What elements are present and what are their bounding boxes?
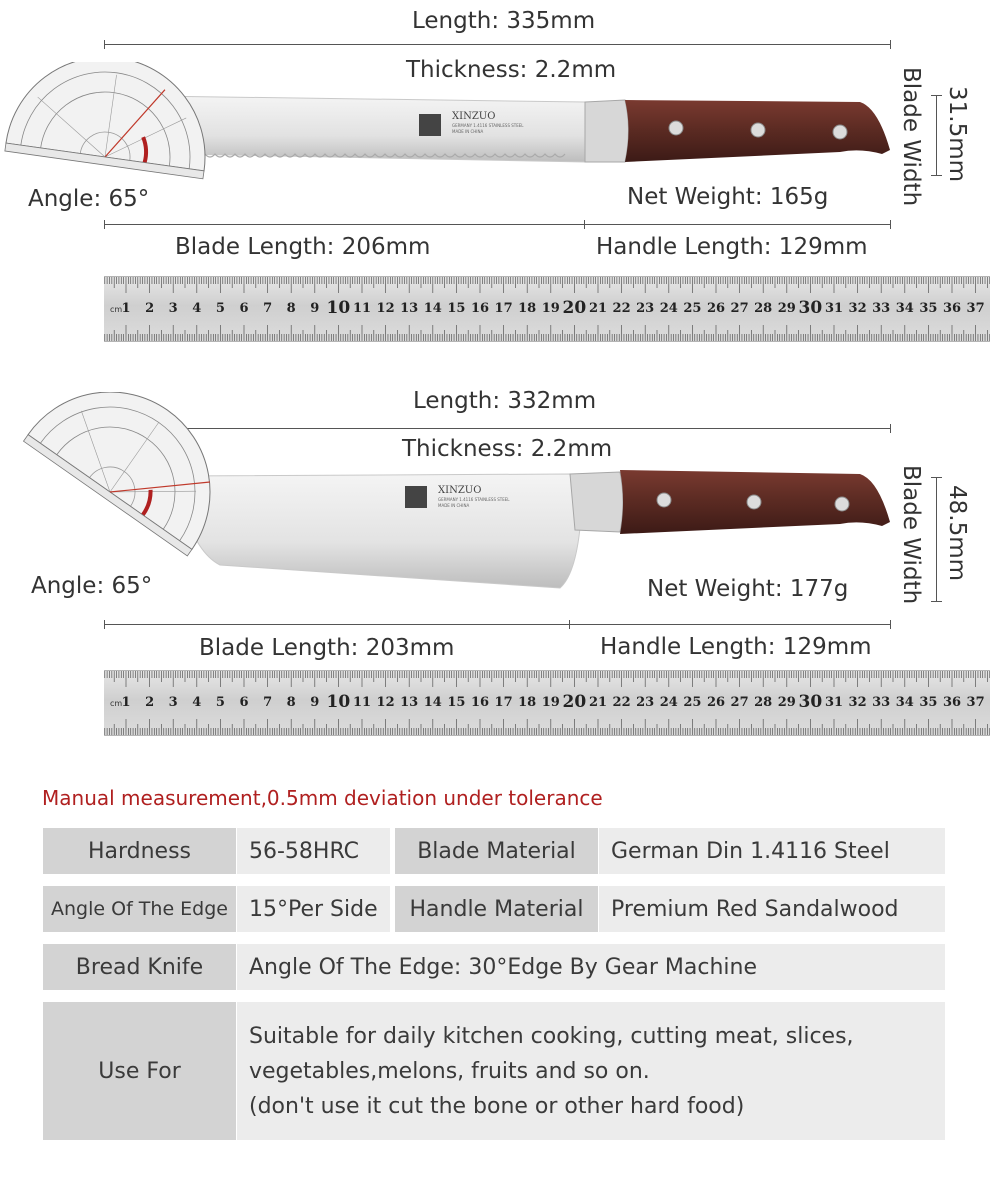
ruler-number: 33 [872,695,891,710]
ruler-number: 21 [588,301,608,316]
use-for-value [237,1002,945,1140]
ruler-unit: cm [110,305,123,314]
ruler-number: 25 [683,301,702,316]
hardness-value: 56-58HRC [237,828,390,874]
ruler-number: 7 [263,695,273,710]
bread-knife-value: Angle Of The Edge: 30°Edge By Gear Machine [237,944,945,990]
ruler-number: 8 [286,301,296,316]
knife2-brand: XINZUO [438,485,482,496]
tick [104,40,105,49]
ruler-number: 12 [376,301,395,316]
knife2-blade-length-label: Blade Length: 203mm [199,635,455,661]
tick [890,40,891,49]
ruler-number: 3 [168,301,178,316]
tick [931,95,942,96]
ruler-number: 18 [518,301,537,316]
ruler-number: 25 [683,695,702,710]
knife1-stamp-line1: GERMANY 1.4116 STAINLESS STEEL [452,123,524,128]
tick [890,620,891,629]
ruler-number: 35 [919,695,938,710]
ruler-number: 21 [588,695,608,710]
tick [931,175,942,176]
ruler-number: 20 [562,298,587,318]
ruler-number: 28 [754,695,773,710]
ruler-2 [104,670,990,736]
ruler-number: 10 [326,692,351,712]
tick [584,220,585,229]
ruler-number: 10 [326,298,351,318]
knife2-net-weight-label: Net Weight: 177g [647,576,849,602]
ruler-number: 31 [824,695,844,710]
knife1-brand: XINZUO [452,111,496,122]
ruler-number: 5 [215,301,225,316]
ruler-number: 31 [824,301,844,316]
ruler-number: 15 [447,301,466,316]
ruler-number: 27 [730,695,749,710]
ruler-number: 11 [352,695,372,710]
edge-angle-value: 15°Per Side [237,886,390,932]
tick [890,424,891,433]
ruler-number: 6 [239,695,249,710]
knife2-blade-width-line [936,477,937,601]
protractor2-icon [10,392,230,592]
ruler-number: 19 [541,301,560,316]
ruler-number: 13 [400,301,419,316]
ruler-number: 23 [636,301,655,316]
ruler-number: 7 [263,301,273,316]
knife1-length-segments-line [104,224,891,225]
ruler-number: 17 [494,301,513,316]
ruler-number: 17 [494,695,513,710]
tick [104,620,105,629]
ruler-number: 34 [895,695,914,710]
edge-angle-label: Angle Of The Edge [43,886,236,932]
ruler-number: 24 [659,301,678,316]
knife2-length-segments-line [104,624,891,625]
ruler-number: 12 [376,695,395,710]
ruler-number: 15 [447,695,466,710]
knife2-blade-width-value: 48.5mm [944,485,970,582]
ruler-number: 22 [612,695,631,710]
ruler-number: 37 [966,695,985,710]
ruler-number: 36 [942,301,962,316]
ruler-number: 29 [777,695,796,710]
knife2-stamp-line2: MADE IN CHINA [438,503,470,508]
ruler-number: 3 [168,695,178,710]
ruler-number: 1 [121,301,131,316]
knife2-handle-length-label: Handle Length: 129mm [600,634,872,660]
ruler-number: 37 [966,301,985,316]
ruler-number: 14 [423,695,442,710]
knife1-handle-length-label: Handle Length: 129mm [596,234,868,260]
ruler-number: 36 [942,695,962,710]
ruler-number: 20 [562,692,587,712]
handle-material-label: Handle Material [395,886,598,932]
ruler-number: 19 [541,695,560,710]
tick [931,601,942,602]
knife1-blade-width-line [936,95,937,175]
tick [569,620,570,629]
ruler-number: 27 [730,301,749,316]
tick [931,477,942,478]
ruler-number: 23 [636,695,655,710]
ruler-number: 2 [145,301,155,316]
knife1-blade-length-label: Blade Length: 206mm [175,234,431,260]
ruler-number: 29 [777,301,796,316]
ruler-number: 22 [612,301,631,316]
ruler-number: 26 [706,695,726,710]
tick [890,220,891,229]
handle-material-value: Premium Red Sandalwood [599,886,945,932]
ruler-number: 4 [192,301,202,316]
knife2-thickness-label: Thickness: 2.2mm [402,436,613,462]
knife1-length-line [104,44,891,45]
ruler-number: 6 [239,301,249,316]
ruler-number: 11 [352,301,372,316]
ruler-unit: cm [110,699,123,708]
blade-material-value: German Din 1.4116 Steel [599,828,945,874]
ruler-number: 16 [470,695,490,710]
ruler-number: 13 [400,695,419,710]
knife1-net-weight-label: Net Weight: 165g [627,184,829,210]
ruler-number: 9 [310,695,320,710]
knife1-stamp-line2: MADE IN CHINA [452,129,484,134]
knife2-blade-width-label: Blade Width [898,465,924,605]
use-for-label: Use For [43,1002,236,1140]
knife2-stamp-line1: GERMANY 1.4116 STAINLESS STEEL [438,497,510,502]
knife1-blade-width-label: Blade Width [898,67,924,207]
knife1-blade-width-value: 31.5mm [944,86,970,183]
ruler-number: 33 [872,301,891,316]
hardness-label: Hardness [43,828,236,874]
ruler-number: 32 [848,301,867,316]
knife2-angle-label: Angle: 65° [31,573,153,599]
ruler-number: 32 [848,695,867,710]
ruler-1 [104,276,990,342]
ruler-number: 2 [145,695,155,710]
ruler-number: 1 [121,695,131,710]
ruler-number: 18 [518,695,537,710]
ruler-number: 14 [423,301,442,316]
ruler-number: 24 [659,695,678,710]
knife1-length-label: Length: 335mm [412,8,596,34]
ruler-number: 26 [706,301,726,316]
ruler-number: 30 [798,298,823,318]
ruler-number: 4 [192,695,202,710]
knife1-thickness-label: Thickness: 2.2mm [406,57,617,83]
use-for-line3: (don't use it cut the bone or other hard food) [249,1094,745,1119]
knife1-angle-label: Angle: 65° [28,186,150,212]
ruler-number: 30 [798,692,823,712]
ruler-number: 34 [895,301,914,316]
use-for-line2: vegetables,melons, fruits and so on. [249,1059,650,1084]
tick [104,220,105,229]
ruler-number: 28 [754,301,773,316]
protractor1-icon [0,62,215,187]
bread-knife-label: Bread Knife [43,944,236,990]
measurement-note: Manual measurement,0.5mm deviation under tolerance [42,786,603,810]
ruler-number: 8 [286,695,296,710]
ruler-number: 9 [310,301,320,316]
blade-material-label: Blade Material [395,828,598,874]
ruler-number: 35 [919,301,938,316]
use-for-line1: Suitable for daily kitchen cooking, cutting meat, slices, [249,1024,854,1049]
ruler-number: 5 [215,695,225,710]
ruler-number: 16 [470,301,490,316]
knife2-length-label: Length: 332mm [413,388,597,414]
